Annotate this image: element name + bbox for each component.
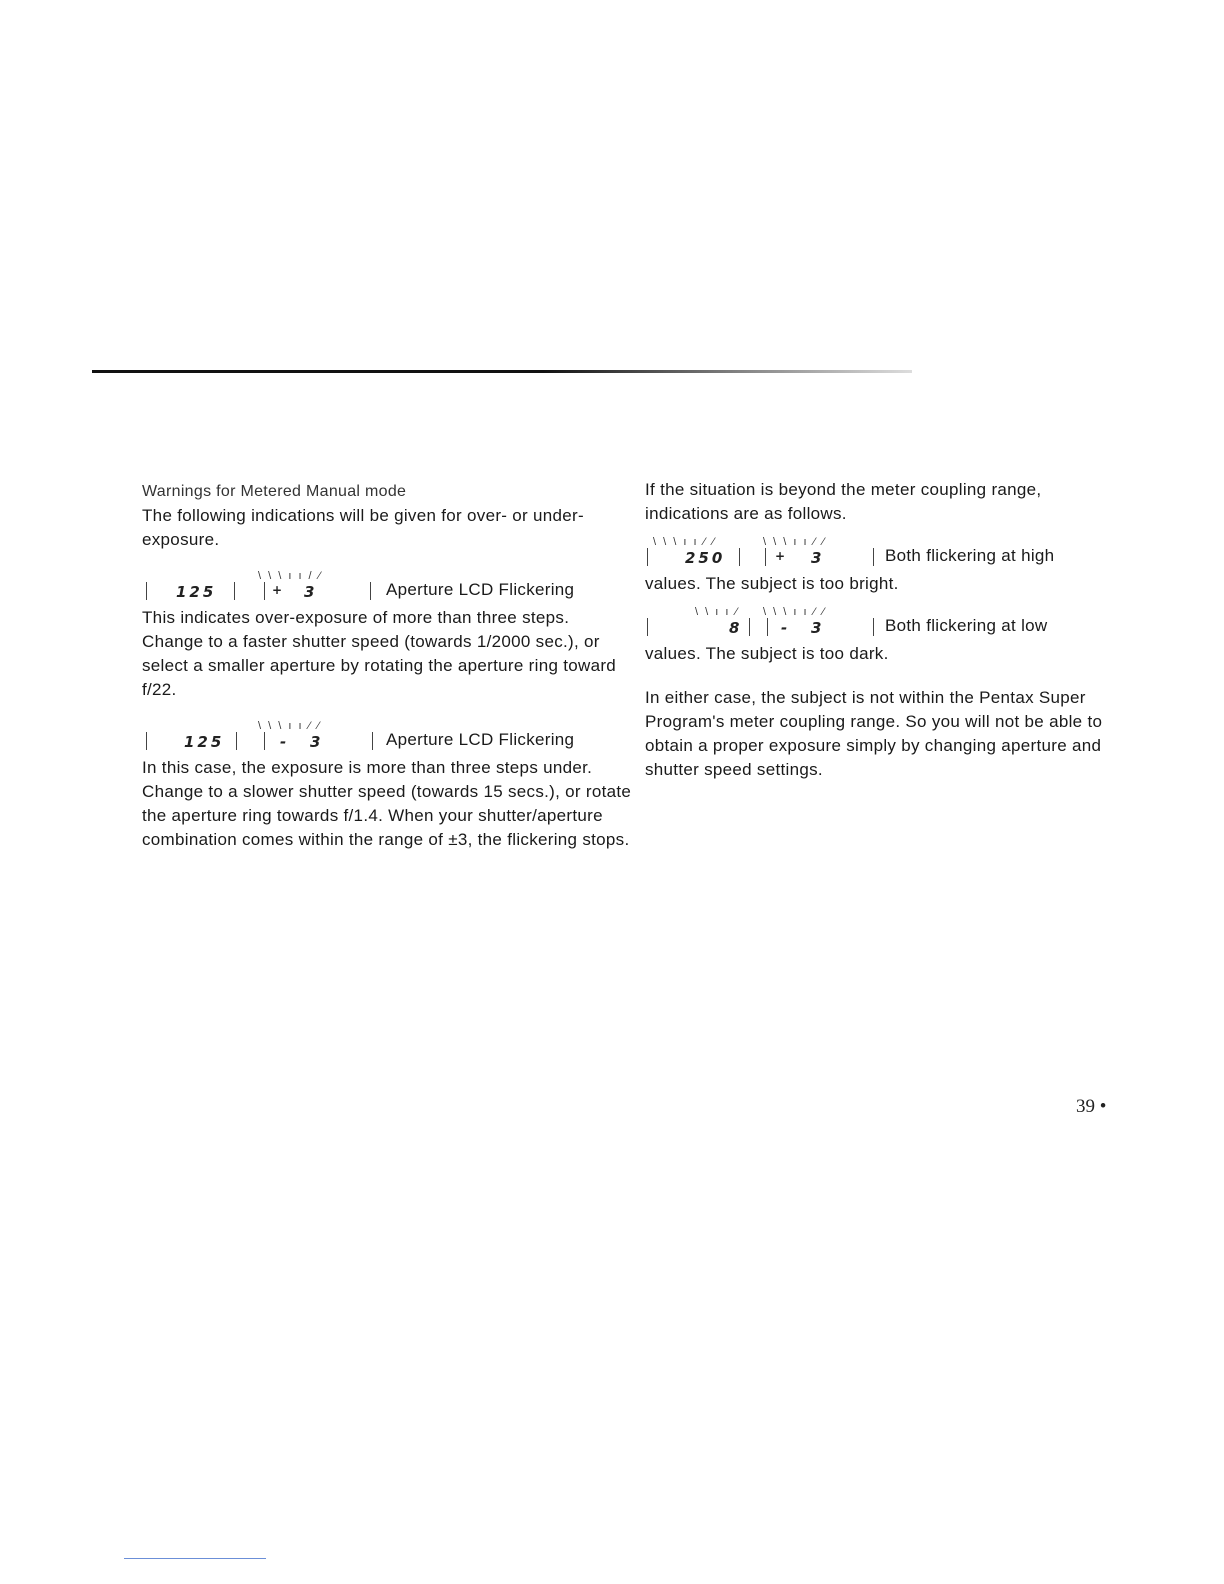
lcd-caption: Aperture LCD Flickering (386, 580, 575, 599)
lcd-ticks: \ \ ı ı ⁄ (695, 606, 740, 618)
lcd-steps: 3 (811, 619, 825, 637)
lcd-ticks: \ \ \ ı ı / ⁄ (258, 570, 323, 582)
lcd-bar (372, 732, 373, 750)
lcd-shutter-value: 125 (184, 733, 225, 751)
lcd-bar (767, 618, 768, 636)
lcd-ticks: \ \ \ ı ı ⁄ ⁄ (763, 606, 827, 618)
lcd-steps: 3 (811, 549, 825, 567)
lcd-caption: Both flickering at low (885, 616, 1048, 635)
lcd-bar (647, 618, 648, 636)
lcd-display-low (645, 606, 1125, 642)
lcd-sign: + (775, 549, 789, 563)
right-column (645, 478, 1125, 782)
lcd-bar (146, 732, 147, 750)
footer-line (124, 1558, 266, 1559)
lcd-sign: - (280, 733, 290, 751)
header-rule (92, 370, 912, 373)
lcd-bar (765, 548, 766, 566)
lcd-caption: Aperture LCD Flickering (386, 730, 575, 749)
lcd-caption: Both flickering at high (885, 546, 1055, 565)
lcd-display-under (142, 720, 632, 756)
page-number: 39 • (1076, 1096, 1107, 1117)
high-values-paragraph: values. The subject is too bright. (645, 574, 899, 593)
lcd-steps: 3 (304, 583, 318, 601)
lcd-sign: - (781, 619, 791, 637)
lcd-bar (873, 548, 874, 566)
lcd-steps: 3 (310, 733, 324, 751)
lcd-bar (739, 548, 740, 566)
section-heading: Warnings for Metered Manual mode (142, 483, 407, 500)
lcd-sign: + (272, 583, 286, 597)
lcd-bar (146, 582, 147, 600)
lcd-bar (873, 618, 874, 636)
intro-paragraph: The following indications will be given for over- or under-exposure. (142, 506, 584, 549)
lcd-bar (234, 582, 235, 600)
lcd-bar (647, 548, 648, 566)
right-intro-paragraph: If the situation is beyond the meter coupling range, indications are as follows. (645, 480, 1042, 523)
lcd-shutter-value: 125 (176, 583, 217, 601)
lcd-bar (236, 732, 237, 750)
lcd-ticks: \ \ \ ı ı ⁄ ⁄ (258, 720, 322, 732)
lcd-ticks: \ \ \ ı ı ⁄ ⁄ (763, 536, 827, 548)
lcd-shutter-value: 8 (729, 619, 743, 637)
under-exposure-paragraph: In this case, the exposure is more than three steps under. Change to a slower shutter speed (towards 15 secs.), or rotate the aperture ring towards f/1.4. When your shutter/aperture combination comes within the range of ±3, the flickering stops. (142, 758, 632, 849)
low-values-paragraph: values. The subject is too dark. (645, 644, 889, 663)
left-column (142, 480, 632, 852)
lcd-bar (264, 582, 265, 600)
lcd-bar (264, 732, 265, 750)
lcd-display-high (645, 536, 1125, 572)
lcd-display-over (142, 570, 632, 606)
lcd-bar (370, 582, 371, 600)
over-exposure-paragraph: This indicates over-exposure of more than three steps. Change to a faster shutter speed (towards 1/2000 sec.), or select a smaller aperture by rotating the aperture ring toward f/22. (142, 608, 617, 699)
lcd-bar (749, 618, 750, 636)
closing-paragraph: In either case, the subject is not within the Pentax Super Program's meter coupling range. So you will not be able to obtain a proper exposure simply by changing aperture and shutter speed settings. (645, 688, 1103, 779)
lcd-ticks: \ \ \ ı ı ⁄ ⁄ (653, 536, 717, 548)
lcd-shutter-value: 250 (685, 549, 726, 567)
